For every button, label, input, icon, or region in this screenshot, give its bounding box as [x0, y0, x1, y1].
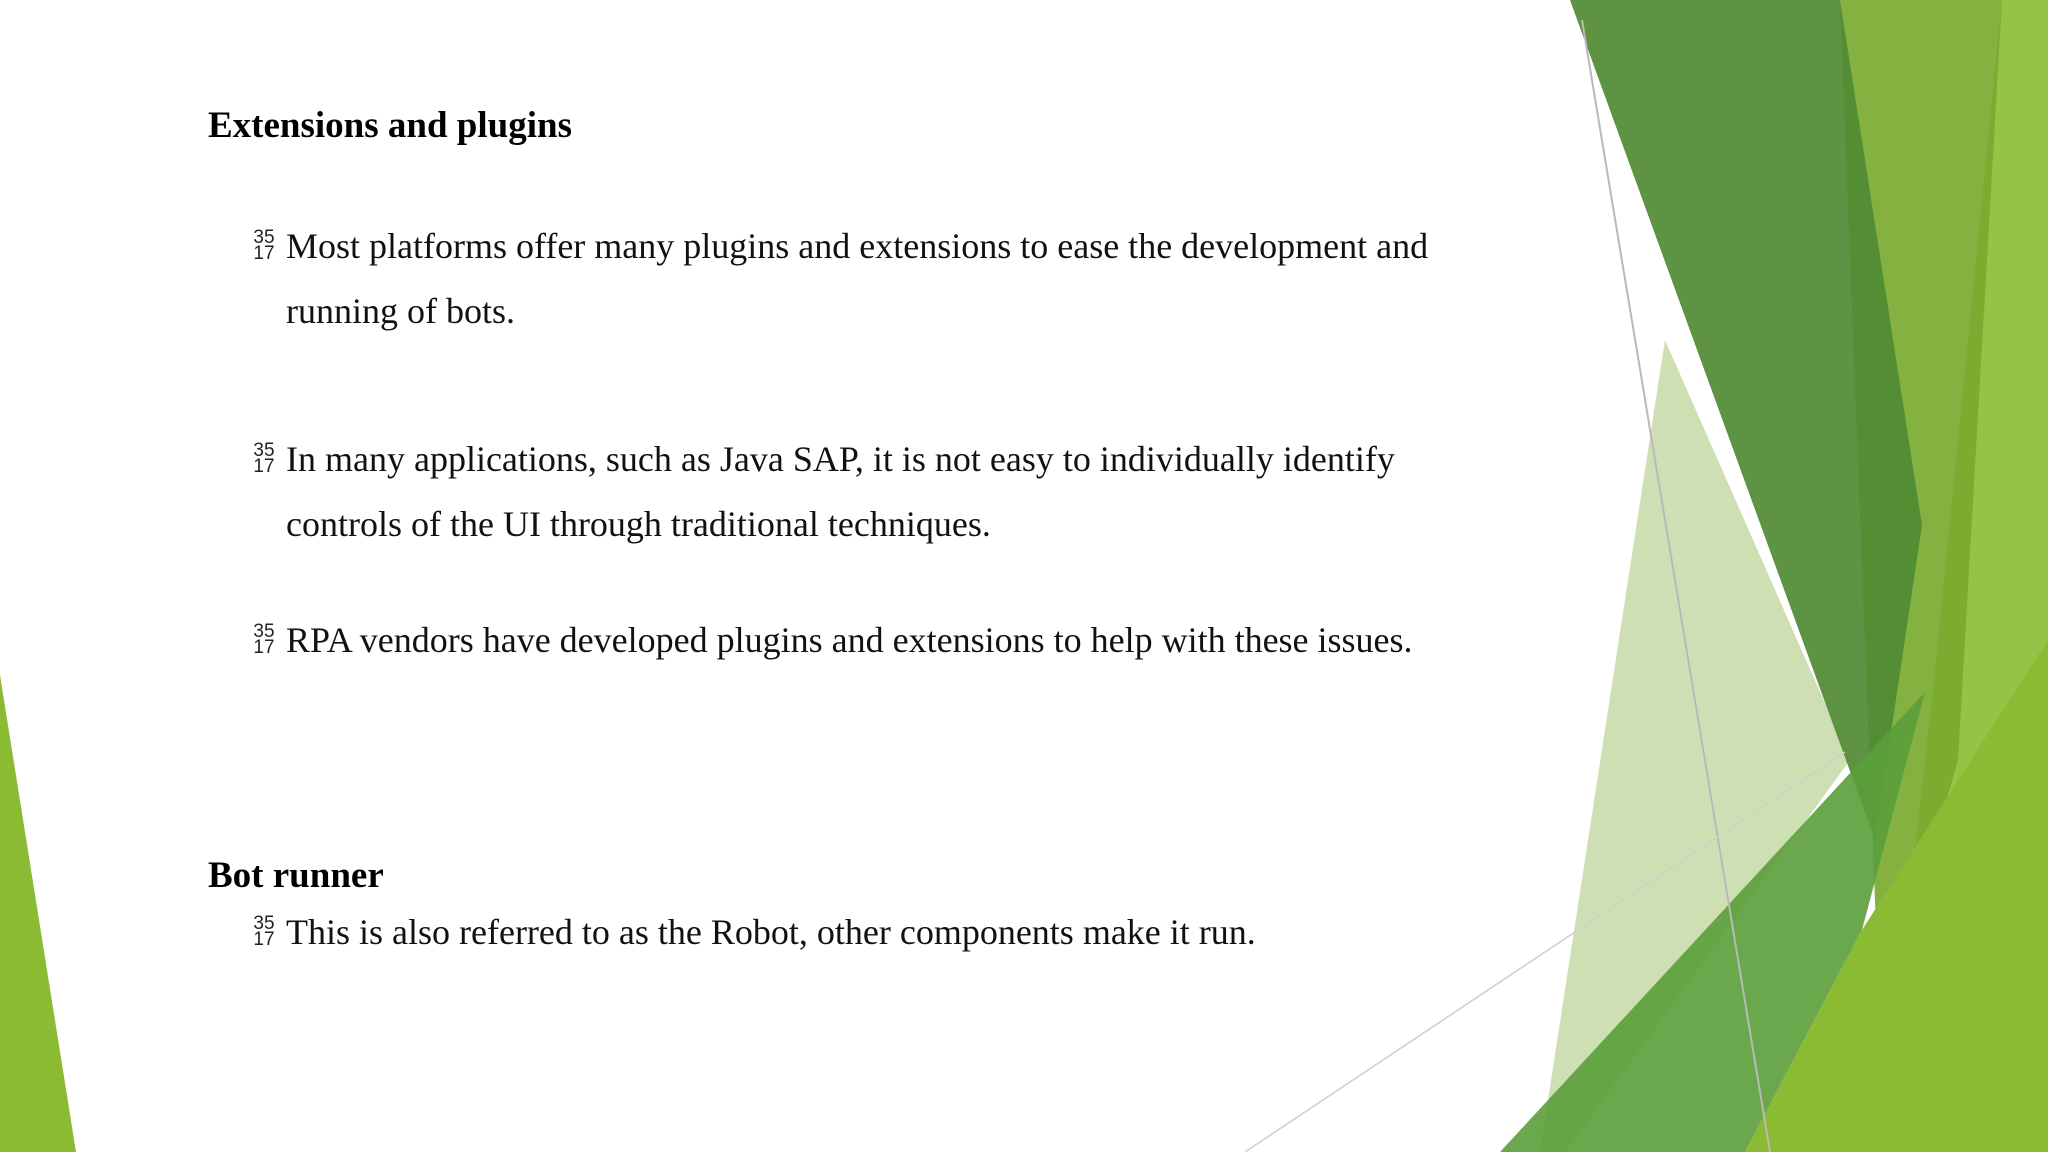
section-heading-bot-runner: Bot runner — [208, 855, 384, 896]
section-heading-extensions-and-plugins: Extensions and plugins — [208, 105, 573, 146]
left-green-sliver — [0, 675, 76, 1152]
bullet-item — [248, 912, 1478, 955]
bullet-item — [248, 439, 1478, 557]
bullet-text: This is also referred to as the Robot, other components make it run. — [286, 912, 1256, 952]
bullet-marker: 35 17 — [253, 440, 275, 477]
bullet-marker: 35 17 — [253, 227, 275, 264]
bullet-item — [248, 620, 1478, 663]
bullet-marker: 35 17 — [253, 621, 275, 658]
bullet-text: In many applications, such as Java SAP, it is not easy to individually identify controls of the UI through traditional techniques. — [286, 439, 1395, 544]
bullet-text: Most platforms offer many plugins and extensions to ease the development and running of bots. — [286, 226, 1429, 331]
bullet-text: RPA vendors have developed plugins and extensions to help with these issues. — [286, 620, 1413, 660]
bullet-item — [248, 226, 1478, 344]
bullet-marker: 35 17 — [253, 913, 275, 950]
